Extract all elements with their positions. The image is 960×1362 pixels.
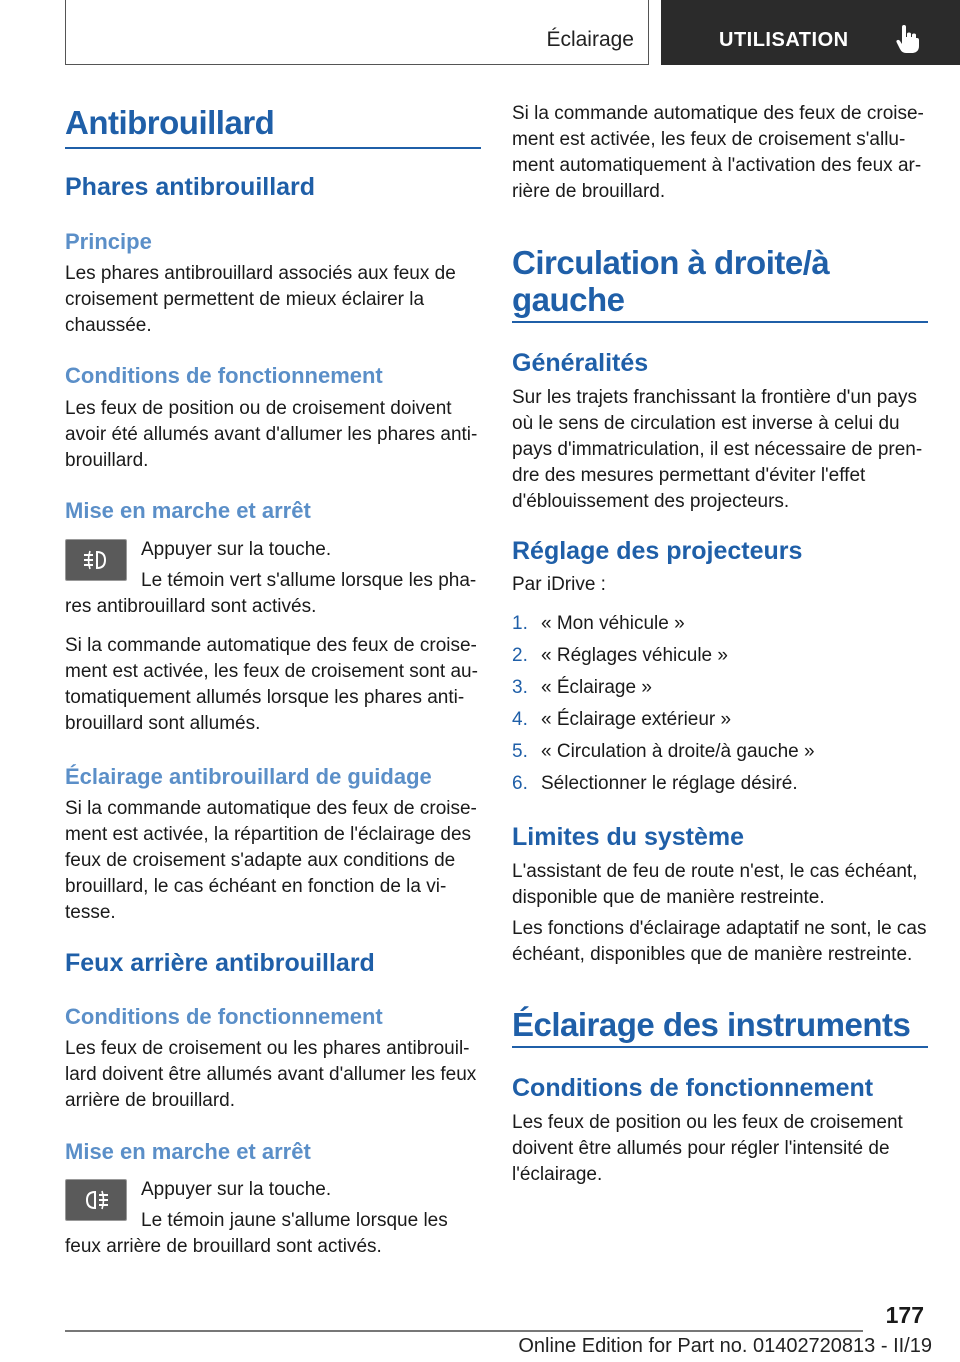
paragraph-press-rear: Appuyer sur la touche.: [141, 1179, 332, 1200]
paragraph-guidage: Si la commande automatique des feux de croise- ment est activée, la répartition de l'éclairage des feux de croisement s'adapte aux conditions de brouillard, le cas échéant en fonction de la vi- tesse.: [65, 798, 477, 923]
header-section-box: [65, 0, 649, 65]
header-chapter-label: UTILISATION: [719, 29, 849, 51]
paragraph-generalites: Sur les trajets franchissant la frontière d'un pays où le sens de circulation est inverse à celui du pays d'immatriculation, il est nécessaire de pren- dre des mesures permettant d'éviter l'effet d'éblouissement des projecteurs.: [512, 387, 923, 512]
paragraph-temoin-rear-b: feux arrière de brouillard sont activés.: [65, 1236, 382, 1257]
subsection-title-mise-en-marche-arriere: Mise en marche et arrêt: [65, 1139, 311, 1164]
header-chapter-tab: [661, 0, 960, 65]
section-title-limites: Limites du système: [512, 823, 745, 851]
paragraph-principe: Les phares antibrouillard associés aux feux de croisement permettent de mieux éclairer la chaussée.: [65, 263, 456, 336]
paragraph-limites-1: L'assistant de feu de route n'est, le cas échéant, disponible que de manière restreinte.: [512, 861, 918, 908]
paragraph-press-front: Appuyer sur la touche.: [141, 539, 332, 560]
paragraph-auto-front: Si la commande automatique des feux de croise- ment est activée, les feux de croisement sont au- tomatiquement allumés lorsque les phares anti- brouillard sont allumés.: [65, 635, 478, 734]
paragraph-temoin-rear-a: Le témoin jaune s'allume lorsque les: [141, 1210, 448, 1231]
chapter-title-circulation: Circulation à droite/à gauche: [512, 244, 830, 318]
section-title-conditions-instruments: Conditions de fonctionnement: [512, 1074, 874, 1102]
chapter-title-instruments: Éclairage des instruments: [512, 1006, 911, 1043]
page-number: 177: [885, 1302, 924, 1328]
hand-pointer-icon: [895, 24, 921, 54]
footer-edition: Online Edition for Part no. 01402720813 - II/19: [518, 1335, 932, 1357]
section-title-phares: Phares antibrouillard: [65, 173, 316, 201]
title-rule: [512, 1046, 928, 1048]
subsection-title-conditions-arriere: Conditions de fonctionnement: [65, 1004, 383, 1029]
subsection-title-guidage: Éclairage antibrouillard de guidage: [65, 764, 432, 789]
subsection-title-mise-en-marche: Mise en marche et arrêt: [65, 498, 311, 523]
footer-rule: [65, 1330, 863, 1332]
paragraph-temoin-front-b: res antibrouillard sont activés.: [65, 596, 317, 617]
paragraph-limites-2: Les fonctions d'éclairage adaptatif ne sont, le cas échéant, disponibles que de manière restreinte.: [512, 918, 927, 965]
title-rule: [512, 321, 928, 323]
subsection-title-conditions: Conditions de fonctionnement: [65, 363, 383, 388]
chapter-title-antibrouillard: Antibrouillard: [65, 104, 275, 141]
paragraph-temoin-front-a: Le témoin vert s'allume lorsque les pha-: [141, 570, 477, 591]
paragraph-conditions: Les feux de position ou de croisement doivent avoir été allumés avant d'allumer les phares anti- brouillard.: [65, 398, 478, 471]
title-rule: [65, 147, 481, 149]
front-fog-light-icon: [65, 539, 127, 581]
paragraph-conditions-arriere: Les feux de croisement ou les phares antibrouil- lard doivent être allumés avant d'allumer les feux arrière de brouillard.: [65, 1038, 477, 1111]
section-title-generalites: Généralités: [512, 349, 649, 377]
section-title-reglage: Réglage des projecteurs: [512, 537, 803, 565]
section-title-feux-arriere: Feux arrière antibrouillard: [65, 949, 375, 977]
rear-fog-light-icon: [65, 1179, 127, 1221]
header-section-title: Éclairage: [546, 28, 634, 51]
paragraph-conditions-instruments: Les feux de position ou les feux de croisement doivent être allumés pour régler l'intensité de l'éclairage.: [512, 1112, 903, 1185]
paragraph-intro-right: Si la commande automatique des feux de croise- ment est activée, les feux de croisement s'allu- ment automatiquement à l'activation des feux ar- rière de brouillard.: [512, 103, 924, 202]
subsection-title-principe: Principe: [65, 229, 152, 254]
paragraph-reglage-intro: Par iDrive :: [512, 574, 606, 595]
